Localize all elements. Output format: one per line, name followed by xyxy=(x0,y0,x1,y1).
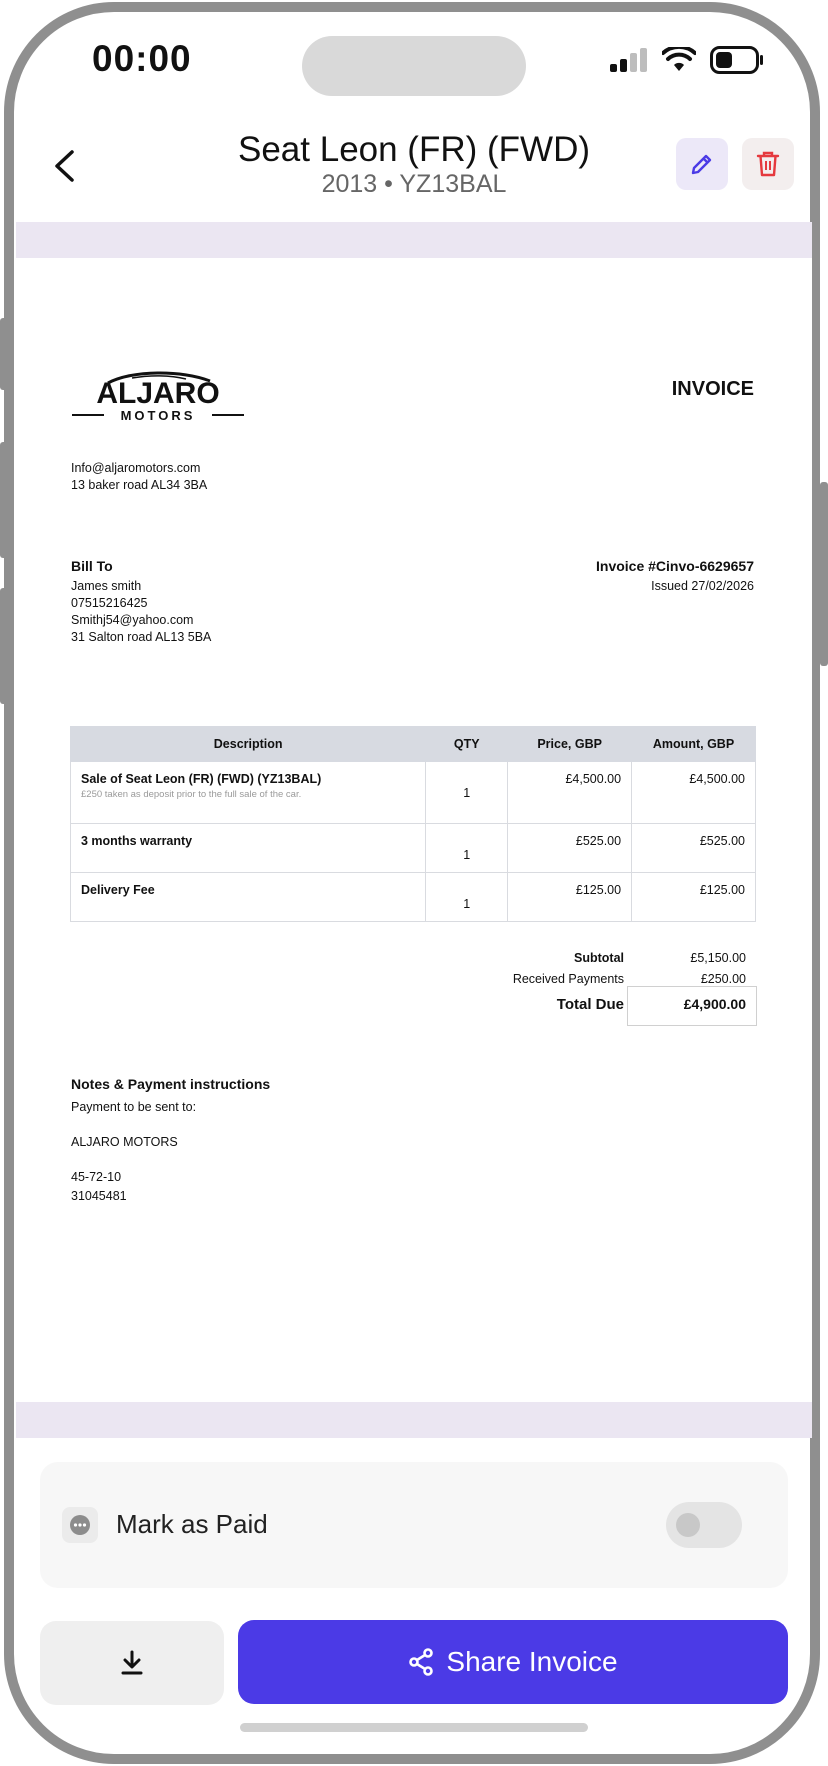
total-due-value: £4,900.00 xyxy=(683,996,746,1012)
notes-line: ALJARO MOTORS xyxy=(71,1135,178,1149)
logo-wordmark: ALJARO xyxy=(96,377,220,410)
cellular-signal-icon xyxy=(610,48,648,72)
company-email: Info@aljaromotors.com xyxy=(71,461,201,475)
edit-button[interactable] xyxy=(676,138,728,190)
customer-phone: 07515216425 xyxy=(71,596,148,610)
share-icon xyxy=(408,1648,434,1676)
page-title: Seat Leon (FR) (FWD) xyxy=(238,130,590,169)
received-payments-value: £250.00 xyxy=(700,972,746,986)
mark-paid-toggle[interactable] xyxy=(666,1502,742,1548)
item-qty: 1 xyxy=(426,762,508,824)
notes-line: 31045481 xyxy=(71,1189,127,1203)
bill-to-title: Bill To xyxy=(71,558,113,574)
invoice-number: Invoice #Cinvo-6629657 xyxy=(596,558,754,574)
item-qty: 1 xyxy=(426,824,508,873)
dynamic-island xyxy=(302,36,526,96)
total-due-label: Total Due xyxy=(556,996,624,1013)
customer-address: 31 Salton road AL13 5BA xyxy=(71,630,212,644)
table-header-row xyxy=(71,727,756,762)
logo-tagline: MOTORS xyxy=(120,408,196,422)
mark-paid-label: Mark as Paid xyxy=(116,1509,268,1539)
item-price: £125.00 xyxy=(508,873,632,922)
column-header: Price, GBP xyxy=(508,727,632,762)
subtotal-value: £5,150.00 xyxy=(690,951,746,965)
home-indicator[interactable] xyxy=(240,1723,588,1732)
share-invoice-button[interactable] xyxy=(238,1620,788,1704)
issued-date: Issued 27/02/2026 xyxy=(651,579,754,593)
table-row xyxy=(71,824,756,873)
item-price: £525.00 xyxy=(508,824,632,873)
customer-name: James smith xyxy=(71,579,142,593)
invoice-heading: INVOICE xyxy=(671,378,754,400)
column-header: QTY xyxy=(426,727,508,762)
vehicle-subtitle: 2013 • YZ13BAL xyxy=(321,170,507,198)
preview-band-top xyxy=(16,222,812,258)
app-header xyxy=(16,120,812,224)
table-row xyxy=(71,762,756,824)
toggle-knob xyxy=(676,1513,700,1537)
download-button[interactable] xyxy=(40,1621,224,1705)
pencil-icon xyxy=(689,151,715,177)
received-payments-label: Received Payments xyxy=(512,972,624,986)
notes-line: 45-72-10 xyxy=(71,1170,122,1184)
share-invoice-label: Share Invoice xyxy=(446,1646,618,1677)
mark-paid-panel xyxy=(40,1462,788,1588)
download-icon xyxy=(119,1649,145,1677)
customer-email: Smithj54@yahoo.com xyxy=(71,613,194,627)
item-amount: £125.00 xyxy=(632,873,756,922)
status-icon-box xyxy=(62,1507,98,1543)
item-amount: £4,500.00 xyxy=(632,762,756,824)
status-bar xyxy=(0,0,828,130)
item-amount: £525.00 xyxy=(632,824,756,873)
invoice-preview xyxy=(16,258,812,1402)
column-header: Amount, GBP xyxy=(632,727,756,762)
more-dots-icon xyxy=(69,1514,91,1536)
company-logo xyxy=(70,370,246,422)
item-description: Delivery Fee xyxy=(81,883,155,897)
item-price: £4,500.00 xyxy=(508,762,632,824)
company-contact xyxy=(71,460,207,494)
line-items-table xyxy=(70,726,756,922)
status-time: 00:00 xyxy=(92,38,192,79)
preview-band-bottom xyxy=(16,1402,812,1438)
item-description: Sale of Seat Leon (FR) (FWD) (YZ13BAL) xyxy=(81,772,322,786)
notes-title: Notes & Payment instructions xyxy=(71,1076,271,1092)
table-row xyxy=(71,873,756,922)
column-header: Description xyxy=(71,727,426,762)
delete-button[interactable] xyxy=(742,138,794,190)
item-qty: 1 xyxy=(426,873,508,922)
wifi-icon xyxy=(662,47,696,73)
power-button xyxy=(820,482,828,666)
item-description: 3 months warranty xyxy=(81,834,193,848)
trash-icon xyxy=(756,150,780,178)
notes-line: Payment to be sent to: xyxy=(71,1100,197,1114)
subtotal-label: Subtotal xyxy=(574,951,624,965)
battery-icon xyxy=(710,46,764,74)
company-address: 13 baker road AL34 3BA xyxy=(71,478,208,492)
item-note: £250 taken as deposit prior to the full sale of the car. xyxy=(81,789,302,800)
bill-to-details xyxy=(71,578,211,646)
